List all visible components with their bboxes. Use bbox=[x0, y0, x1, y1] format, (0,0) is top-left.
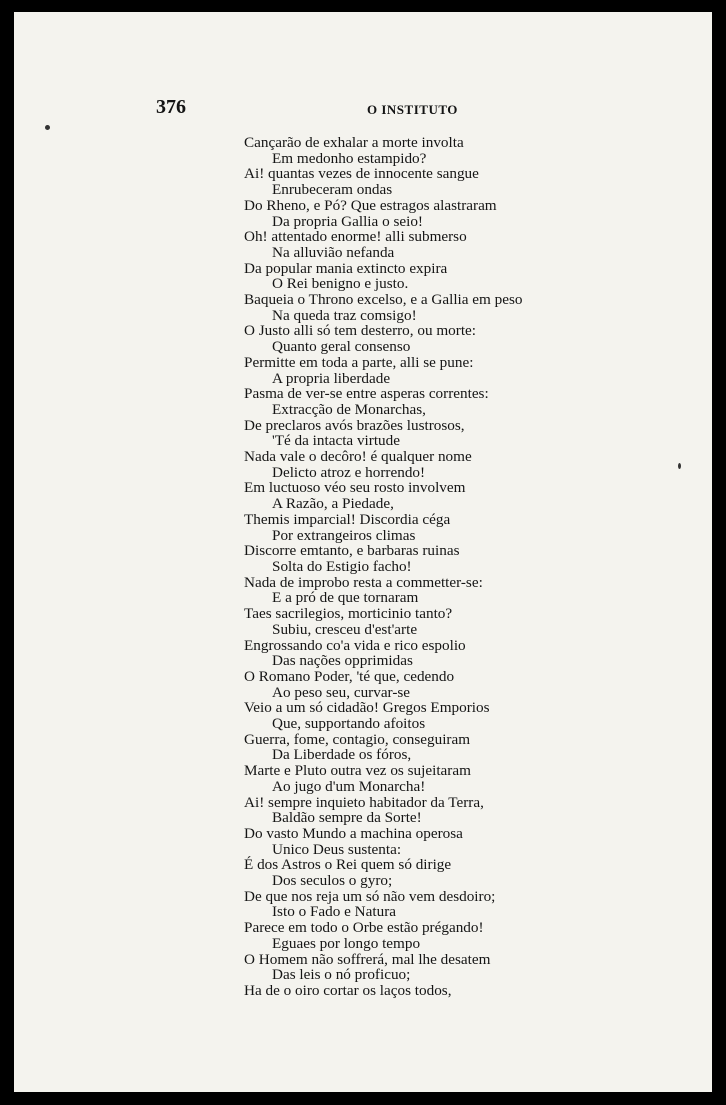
poem-line: Em medonho estampido? bbox=[272, 149, 427, 167]
poem-line: Da Liberdade os fóros, bbox=[272, 746, 412, 764]
poem-line: A propria liberdade bbox=[272, 369, 391, 387]
poem-line: Oh! attentado enorme! alli submerso bbox=[244, 228, 467, 246]
poem-line: Baldão sempre da Sorte! bbox=[272, 809, 422, 827]
poem-line: Eguaes por longo tempo bbox=[272, 934, 421, 952]
poem-line: Na alluvião nefanda bbox=[272, 243, 395, 261]
poem-line: Na queda traz comsigo! bbox=[272, 306, 417, 324]
poem-line: Ai! quantas vezes de innocente sangue bbox=[244, 165, 479, 183]
poem-line: Em luctuoso véo seu rosto involvem bbox=[244, 479, 466, 497]
poem-line: Discorre emtanto, e barbaras ruinas bbox=[244, 542, 460, 560]
poem-line: Quanto geral consenso bbox=[272, 338, 411, 356]
poem-line: O Rei benigno e justo. bbox=[272, 275, 409, 293]
poem-line: O Romano Poder, 'té que, cedendo bbox=[244, 667, 455, 685]
poem-line: Da propria Gallia o seio! bbox=[272, 212, 423, 230]
book-page bbox=[14, 12, 712, 1092]
poem-line: O Homem não soffrerá, mal lhe desatem bbox=[244, 950, 491, 968]
poem-line: De preclaros avós brazões lustrosos, bbox=[244, 416, 465, 434]
poem-line: Nada vale o decôro! é qualquer nome bbox=[244, 448, 472, 466]
poem-line: Isto o Fado e Natura bbox=[272, 903, 396, 921]
poem-line: Das leis o nó proficuo; bbox=[272, 966, 411, 984]
ink-speck bbox=[45, 125, 50, 130]
poem-line: Dos seculos o gyro; bbox=[272, 872, 393, 890]
poem-line: Unico Deus sustenta: bbox=[272, 840, 402, 858]
page-number: 376 bbox=[156, 96, 186, 118]
poem-line: Da popular mania extincto expira bbox=[244, 259, 448, 277]
poem-line: Permitte em toda a parte, alli se pune: bbox=[244, 353, 474, 371]
poem-line: Ao peso seu, curvar-se bbox=[272, 683, 411, 701]
poem-line: Das nações opprimidas bbox=[272, 652, 413, 670]
poem-line: Subiu, cresceu d'est'arte bbox=[272, 620, 418, 638]
poem-line: Por extrangeiros climas bbox=[272, 526, 416, 544]
poem-line: Nada de improbo resta a commetter-se: bbox=[244, 573, 483, 591]
poem-line: Guerra, fome, contagio, conseguiram bbox=[244, 730, 471, 748]
poem-line: De que nos reja um só não vem desdoiro; bbox=[244, 887, 496, 905]
poem-line: 'Té da intacta virtude bbox=[272, 432, 400, 450]
poem-line: Solta do Estigio facho! bbox=[272, 557, 412, 575]
poem-line: Engrossando co'a vida e rico espolio bbox=[244, 636, 466, 654]
page-header bbox=[156, 96, 712, 124]
poem-line: Do Rheno, e Pó? Que estragos alastraram bbox=[244, 196, 497, 214]
poem-line: Ao jugo d'um Monarcha! bbox=[272, 777, 426, 795]
poem-line: O Justo alli só tem desterro, ou morte: bbox=[244, 322, 476, 340]
poem-line: Extracção de Monarchas, bbox=[272, 400, 426, 418]
poem-text bbox=[244, 135, 684, 999]
poem-line: Cançarão de exhalar a morte involta bbox=[244, 134, 464, 151]
poem-line: Parece em todo o Orbe estão prégando! bbox=[244, 919, 484, 937]
poem-line: A Razão, a Piedade, bbox=[272, 495, 394, 513]
poem-line: É dos Astros o Rei quem só dirige bbox=[244, 856, 452, 874]
poem-line: E a pró de que tornaram bbox=[272, 589, 419, 607]
poem-line: Delicto atroz e horrendo! bbox=[272, 463, 426, 481]
running-title: O INSTITUTO bbox=[367, 102, 458, 117]
poem-line: Taes sacrilegios, morticinio tanto? bbox=[244, 605, 453, 623]
poem-line: Que, supportando afoitos bbox=[272, 715, 426, 733]
poem-line: Pasma de ver-se entre asperas correntes: bbox=[244, 385, 489, 403]
poem-line: Themis imparcial! Discordia céga bbox=[244, 510, 451, 528]
poem-line: Ai! sempre inquieto habitador da Terra, bbox=[244, 793, 484, 811]
poem-line: Enrubeceram ondas bbox=[272, 181, 393, 199]
poem-line: Ha de o oiro cortar os laços todos, bbox=[244, 981, 452, 999]
poem-line: Marte e Pluto outra vez os sujeitaram bbox=[244, 762, 471, 780]
poem-line: Do vasto Mundo a machina operosa bbox=[244, 824, 463, 842]
poem-line: Baqueia o Throno excelso, e a Gallia em peso bbox=[244, 291, 523, 309]
poem-line: Veio a um só cidadão! Gregos Emporios bbox=[244, 699, 490, 717]
